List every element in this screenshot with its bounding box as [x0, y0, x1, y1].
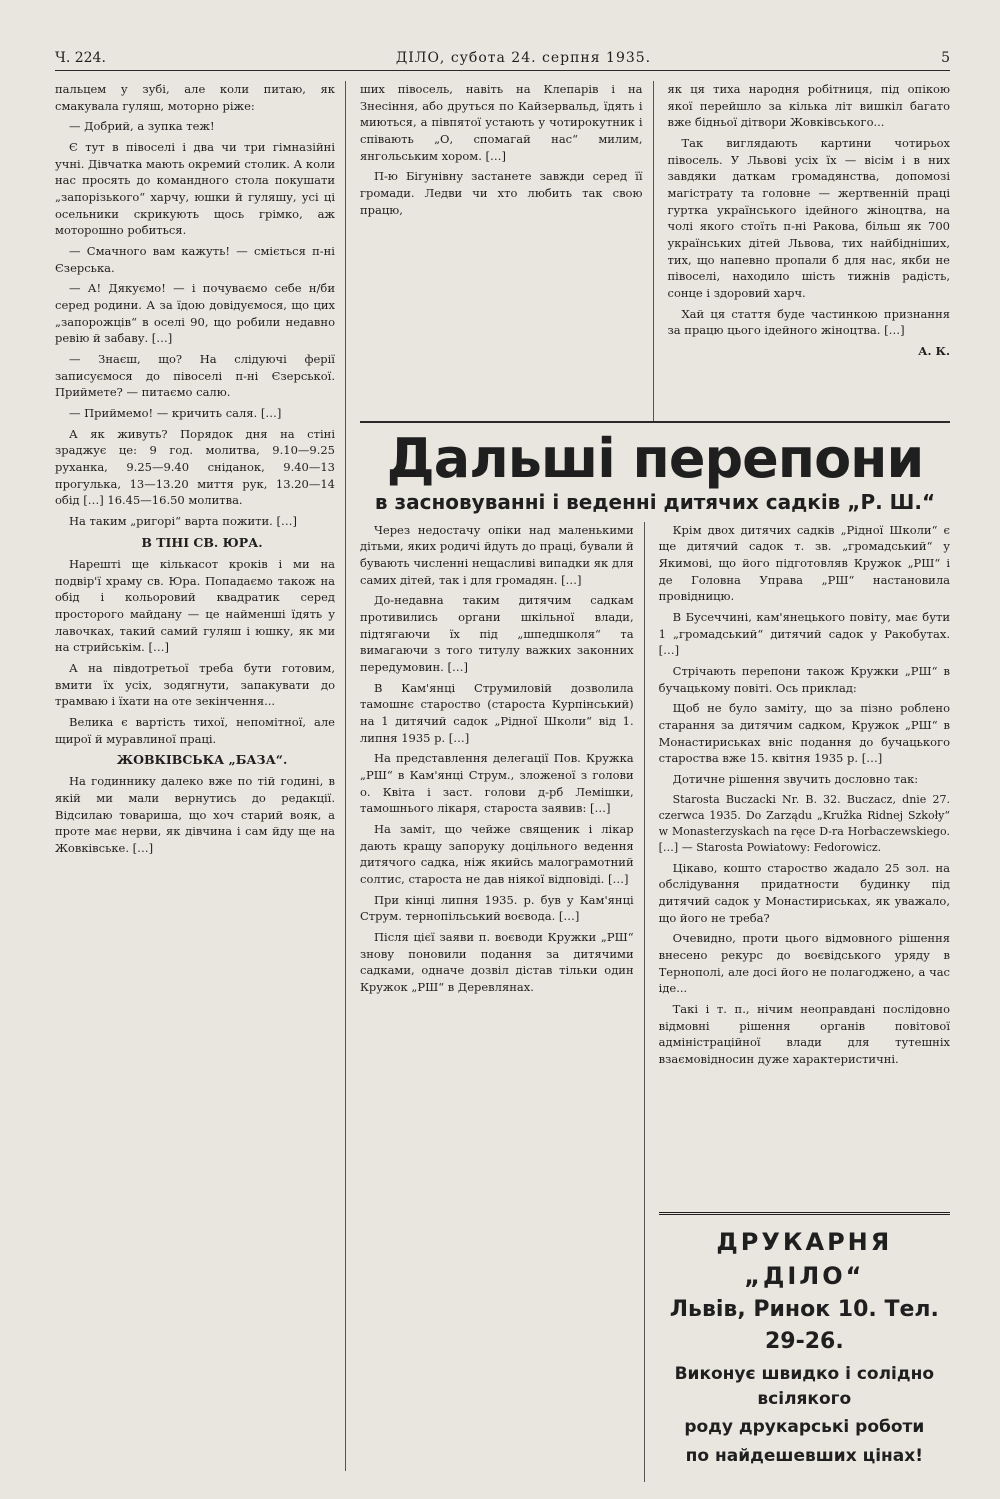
article2-headline: Дальші перепони — [386, 427, 924, 490]
article1-paragraph: пальцем у зубі, але коли питаю, як смакувала гуляш, моторно ріже: — [55, 82, 335, 113]
article2-paragraph: В Бусеччині, кам'янецького повіту, має бути 1 „громадський“ дитячий садок у Ракобутах. […] — [658, 610, 950, 658]
article1-paragraph: — Знаєш, що? На слідуючі ферії записуємося до півоселі п-ні Єзерської. Приймете? — питаємо салю. — [55, 352, 335, 400]
print-shop-advertisement — [659, 1212, 950, 1469]
article1-paragraph: На таким „ригорі“ варта пожити. […] — [69, 514, 297, 529]
article1-paragraph: — А! Дякуємо! — і почуваємо себе н/би серед родини. А за їдою довідуємося, що цих „запорожців“ в оселі 90, що робили недавно ревію й забаву. […] — [55, 281, 335, 346]
article2-paragraph: Очевидно, проти цього відмовного рішення внесено рекурс до воєвідського уряду в Тернополі, але досі його не полагоджено, а час іде... — [658, 931, 950, 996]
article2-paragraph: В Кам'янці Струмиловій дозволила тамошнє староство (староста Курпінський) на 1 дитячий садок „Рідної Школи“ від 1. липня 1935 р. […] — [360, 680, 634, 745]
article1-paragraph: П-ю Бігунівну застанете завжди серед її громади. Ледви чи хто любить так свою працю, — [360, 169, 643, 217]
author-signature: А. К. — [918, 344, 950, 359]
article2-column — [659, 522, 950, 1482]
article1-paragraph: ших півосель, навіть на Клепарів і на Знесіння, або друться по Кайзервальд, їдять і миються, а півпятої устають у чотирокутник і співають „О, спомагай нас“ милим, янгольським хором. […] — [360, 82, 643, 163]
article1-paragraph: — Приймемо! — кричить саля. […] — [69, 406, 282, 421]
article1-paragraph: Хай ця стаття буде частинкою признання за працю цього ідейного жіноцтва. […] — [667, 306, 950, 338]
section-heading: ЖОВКІВСЬКА „БАЗА“. — [116, 752, 288, 768]
running-header — [55, 50, 950, 71]
article1-paragraph: А на півдотретьої треба бути готовим, вмити їх усіх, зодягнути, запакувати до трамваю і їхати на оте зекінчення... — [55, 660, 335, 709]
article1-paragraph: Є тут в півоселі і два чи три гімназійні учні. Дівчатка мають окремий столик. А коли нас просять до командного стола покушати „запорізького“ харчу, юшки й гуляшу, усі ці осельники скрикують щось грімко, аж моторошно робиться. — [55, 140, 335, 238]
polish-official-quote: Starosta Buczacki Nr. B. 32. Buczacz, dnie 27. czerwca 1935. Do Zarządu „Kružka Ridnej Szkoły“ w Monasterzyskach na ręce D-ra Horbaczewskiego. […] — Starosta Powiatowy: Fedorowicz. — [658, 792, 950, 854]
article1-paragraph: — Смачного вам кажуть! — сміється п-ні Єзерська. — [55, 244, 335, 275]
article1-paragraph: — Добрий, а зупка теж! — [69, 119, 215, 134]
article2-paragraph: Щоб не було заміту, що за пізно роблено старання за дитячим садком, Кружок „РШ“ в Монастириськах вніс подання до бучацького староства вже 15. квітня 1935 р. […] — [658, 701, 950, 766]
section-heading: В ТІНІ СВ. ЮРА. — [141, 534, 263, 550]
article1-continued-column — [360, 81, 654, 421]
ad-line: по найдешевших цінах! — [685, 1445, 923, 1466]
article2-paragraph: Через недостачу опіки над маленькими дітьми, яких родичі йдуть до праці, бували й бувають численні нещасливі випадки як для самих дітей, так і для громадян. […] — [360, 522, 634, 587]
ad-line: Виконує швидко і солідно всілякого — [674, 1364, 935, 1409]
ad-address: Львів, Ринок 10. Тел. 29-26. — [669, 1297, 939, 1355]
article1-paragraph: А як живуть? Порядок дня на стіні зраджує це: 9 год. молитва, 9.10—9.25 руханка, 9.25—9.40 сніданок, 9.40—13 прогулька, 13—13.20 миття рук, 13.20—14 обід […] 16.45—16.50 молитва. — [55, 426, 335, 508]
article2-paragraph: Такі і т. п., нічим неоправдані послідовно відмовні рішення органів повітової адміністраційної влади для тутешніх взаємовідносин дуже характеристичні. — [658, 1001, 950, 1066]
ad-title: ДРУКАРНЯ „ДІЛО“ — [716, 1227, 893, 1291]
article1-paragraph: На годиннику далеко вже по тій годині, в якій ми мали вернутись до редакції. Відсилаю товариша, що хоч старий вояк, а проте має нерви, як дівчина і сам йду ще на Жовківське. […] — [55, 774, 335, 856]
ad-line: роду друкарські роботи — [684, 1417, 925, 1438]
article2-paragraph: На заміт, що чейже священик і лікар дають кращу запоруку доцільного ведення дитячого садка, ніж якийсь малограмотний солтис, староста не дав ніякої відповіді. […] — [360, 822, 634, 887]
article1-column — [55, 81, 346, 1471]
article2-paragraph: Крім двох дитячих садків „Рідної Школи“ є ще дитячий садок т. зв. „громадський“ у Якимові, що його підготовляв Кружок „РШ“ і де Головна Управа „РШ“ настановила провідницю. — [658, 522, 950, 604]
article2-paragraph: Стрічають перепони також Кружки „РШ“ в бучацькому повіті. Ось приклад: — [658, 664, 950, 695]
issue-number: Ч. 224. — [55, 50, 106, 66]
article1-paragraph: як ця тиха народня робітниця, під опікою якої перейшло за кілька літ вишкіл багато вже бідньої дітвори Жовківського... — [667, 82, 950, 130]
article2-paragraph: До-недавна таким дитячим садкам противились органи шкільної влади, підтягаючи їх під „шпедшколя“ та вимагаючи з того титулу важких законних передумовин. […] — [360, 593, 634, 675]
page-number: 5 — [941, 50, 950, 66]
article2-paragraph: Цікаво, кошто староство жадало 25 зол. на обслідування придатности будинку під дитячий садок у Монастириськах, як уважало, що його не треба? — [658, 860, 950, 925]
newspaper-title-date: ДІЛО, субота 24. серпня 1935. — [395, 50, 652, 66]
article1-paragraph: Нарешті ще кількасот кроків і ми на подвір'ї храму св. Юра. Попадаємо також на обід і кольоровий квадратик серед просторого майдану — це найменші їдять у лавочках, такий самий гуляш і юшку, як ми на стрийськім. […] — [55, 556, 335, 655]
article2-subheadline: в засновуванні і веденні дитячих садків „Р. Ш.“ — [374, 489, 936, 514]
article2-paragraph: Дотичне рішення звучить дословно так: — [672, 772, 919, 787]
article2-paragraph: На представлення делегації Пов. Кружка „РШ“ в Кам'янці Струм., зложеної з голови о. Квіта і заст. голови д-рб Лемішки, тамошнього лікаря, староста заявив: […] — [360, 751, 634, 816]
article2-paragraph: При кінці липня 1935. р. був у Кам'янці Струм. тернопільський воєвода. […] — [360, 892, 634, 924]
article1-paragraph: Так виглядають картини чотирьох півосель. У Львові усіх їх — вісім і в них завдяки даткам громадянства, допомозі магістрату та головне — жертвенній праці гуртка українського ідейного жіноцтва, на чолі якого стоїть п-ні Ракова, більш як 700 українських дітей Львова, тих найбідніших, тих, що напевно пропали б для нас, якби не півоселі, находило шість тижнів радість, сонце і здоровий харч. — [667, 136, 950, 301]
article1-paragraph: Велика є вартість тихої, непомітної, але щирої й муравлиної праці. — [55, 714, 335, 746]
article2-column — [360, 522, 645, 1482]
article1-continued-column — [668, 81, 951, 421]
article2-paragraph: Після цієї заяви п. воєводи Кружки „РШ“ знову поновили подання за дитячими садками, одначе дозвіл дістав тільки один Кружок „РШ“ в Деревлянах. — [360, 930, 634, 995]
